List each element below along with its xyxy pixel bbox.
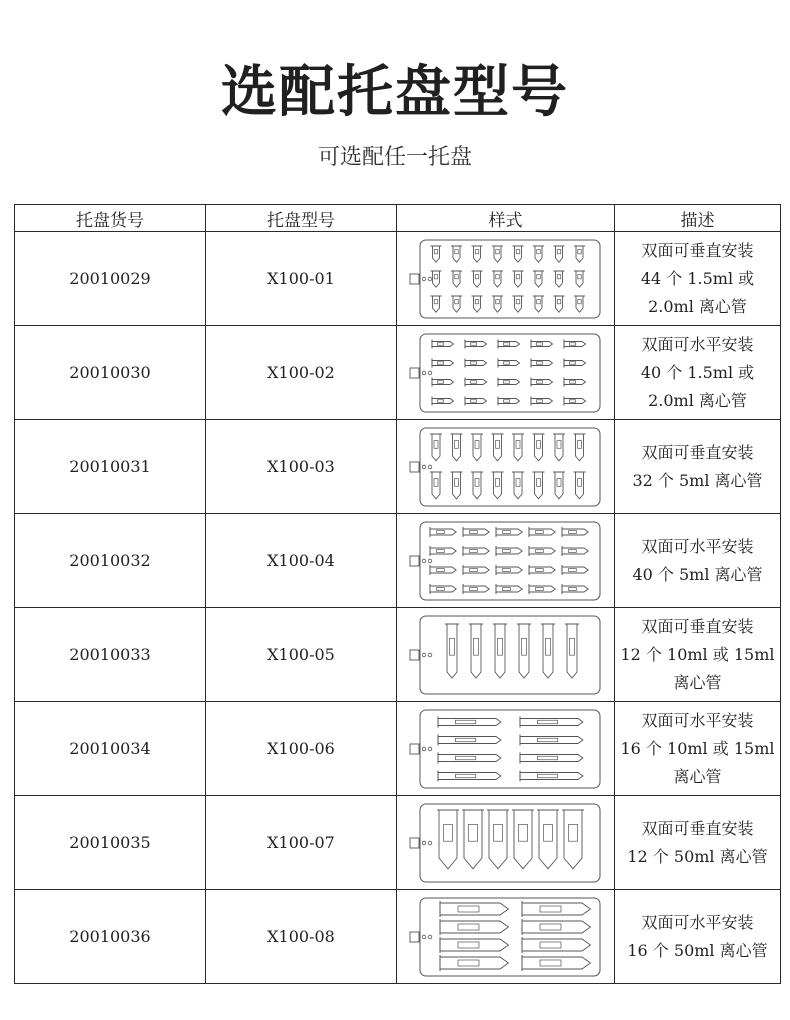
table-row	[15, 796, 781, 890]
table-row	[15, 702, 781, 796]
page-title: 选配托盘型号	[221, 60, 569, 125]
tray-model: X100-02	[206, 326, 397, 420]
tray-style-cell	[397, 608, 615, 702]
description-line: 16 个 50ml 离心管	[627, 940, 768, 960]
description-line: 双面可垂直安装	[641, 442, 754, 462]
tray-diagram	[406, 424, 606, 510]
tray-code: 20010031	[15, 420, 206, 514]
header-model: 托盘型号	[206, 205, 397, 232]
tray-description	[615, 890, 781, 984]
description-line: 双面可垂直安装	[641, 240, 754, 260]
description-line: 双面可水平安装	[641, 912, 754, 932]
table-row	[15, 232, 781, 326]
description-line: 双面可水平安装	[641, 536, 754, 556]
tray-style-cell	[397, 796, 615, 890]
tray-diagram	[406, 800, 606, 886]
tray-description	[615, 420, 781, 514]
tray-model: X100-07	[206, 796, 397, 890]
tray-model: X100-06	[206, 702, 397, 796]
tray-code: 20010029	[15, 232, 206, 326]
table-row	[15, 514, 781, 608]
tray-model: X100-04	[206, 514, 397, 608]
tray-style-cell	[397, 890, 615, 984]
tray-code: 20010033	[15, 608, 206, 702]
description-line: 双面可水平安装	[641, 334, 754, 354]
description-line: 16 个 10ml 或 15ml	[620, 738, 775, 758]
tray-code: 20010035	[15, 796, 206, 890]
tray-style-cell	[397, 420, 615, 514]
tray-diagram	[406, 894, 606, 980]
tray-diagram	[406, 330, 606, 416]
tray-model: X100-05	[206, 608, 397, 702]
description-line: 32 个 5ml 离心管	[632, 470, 763, 490]
tray-code: 20010034	[15, 702, 206, 796]
description-line: 双面可水平安装	[641, 710, 754, 730]
header-style: 样式	[397, 205, 615, 232]
description-line: 12 个 10ml 或 15ml	[620, 644, 775, 664]
table-row	[15, 608, 781, 702]
description-line: 44 个 1.5ml 或	[640, 268, 755, 288]
description-line: 2.0ml 离心管	[648, 296, 747, 316]
tray-description	[615, 796, 781, 890]
tray-model: X100-01	[206, 232, 397, 326]
tray-diagram	[406, 518, 606, 604]
tray-spec-table	[14, 204, 781, 984]
description-line: 双面可垂直安装	[641, 818, 754, 838]
tray-code: 20010030	[15, 326, 206, 420]
page-subtitle: 可选配任一托盘	[317, 145, 472, 170]
table-header-row	[15, 205, 781, 232]
tray-diagram	[406, 706, 606, 792]
description-line: 双面可垂直安装	[641, 616, 754, 636]
tray-description	[615, 232, 781, 326]
description-line: 离心管	[673, 766, 722, 786]
description-line: 40 个 5ml 离心管	[632, 564, 763, 584]
tray-code: 20010036	[15, 890, 206, 984]
description-line: 离心管	[673, 672, 722, 692]
description-line: 2.0ml 离心管	[648, 390, 747, 410]
tray-style-cell	[397, 232, 615, 326]
tray-description	[615, 514, 781, 608]
tray-description	[615, 702, 781, 796]
tray-style-cell	[397, 514, 615, 608]
description-line: 40 个 1.5ml 或	[640, 362, 755, 382]
tray-model: X100-08	[206, 890, 397, 984]
header-desc: 描述	[615, 205, 781, 232]
tray-description	[615, 608, 781, 702]
tray-model: X100-03	[206, 420, 397, 514]
tray-diagram	[406, 612, 606, 698]
tray-style-cell	[397, 326, 615, 420]
tray-style-cell	[397, 702, 615, 796]
tray-description	[615, 326, 781, 420]
description-line: 12 个 50ml 离心管	[627, 846, 768, 866]
table-row	[15, 326, 781, 420]
table-row	[15, 420, 781, 514]
tray-code: 20010032	[15, 514, 206, 608]
tray-diagram	[406, 236, 606, 322]
header-code: 托盘货号	[15, 205, 206, 232]
table-row	[15, 890, 781, 984]
